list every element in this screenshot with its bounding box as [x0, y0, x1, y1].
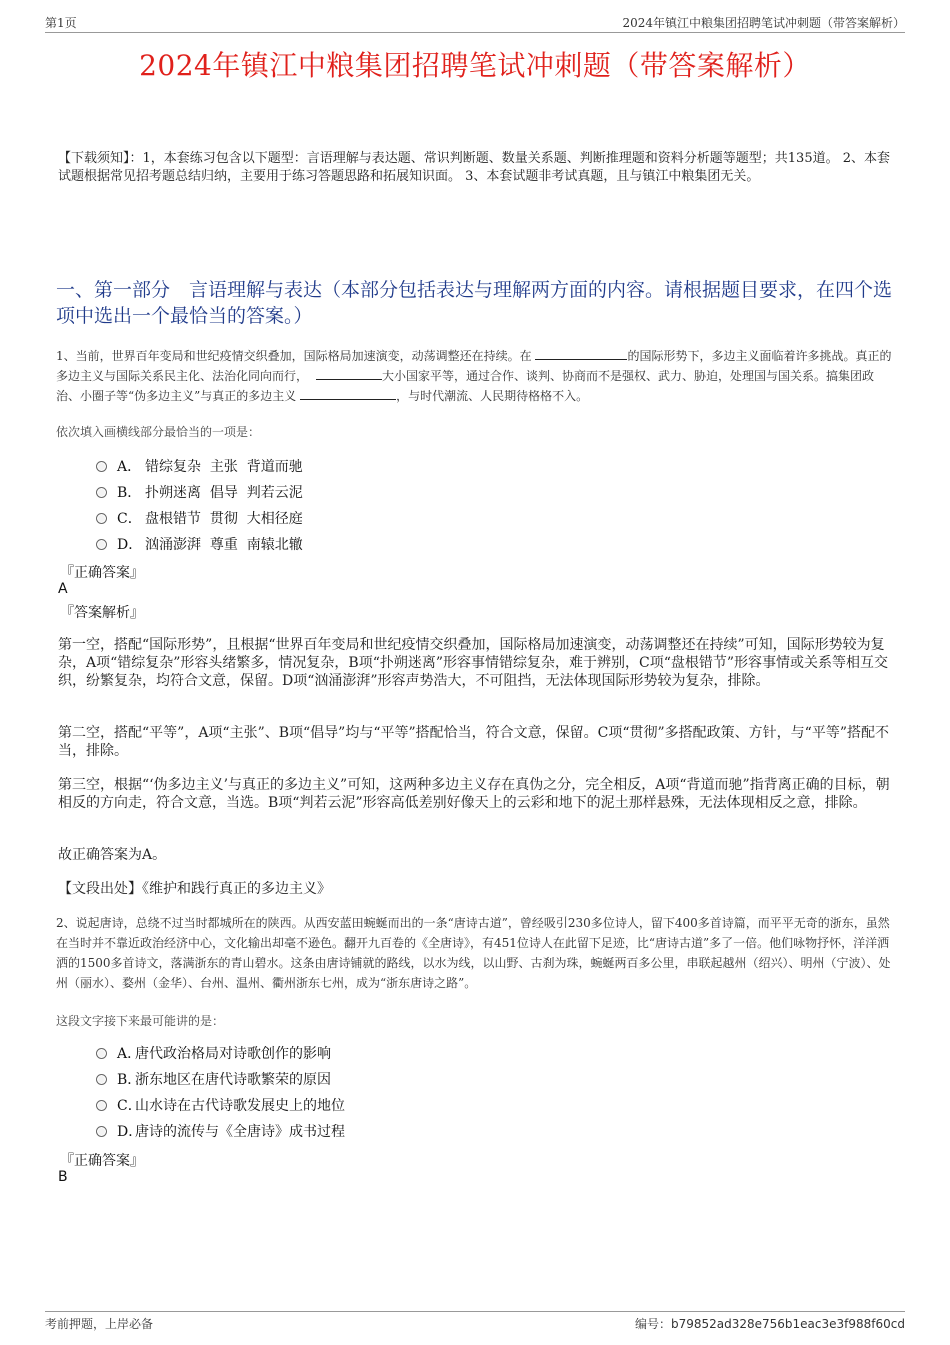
header-doc-title: 2024年镇江中粮集团招聘笔试冲刺题（带答案解析） — [622, 16, 905, 30]
question-2-prompt: 这段文字接下来最可能讲的是： — [56, 1014, 225, 1028]
option-text: 唐代政治格局对诗歌创作的影响 — [135, 1046, 331, 1062]
option-letter: B． — [117, 485, 142, 501]
radio-icon[interactable] — [96, 1048, 107, 1059]
page-header — [45, 14, 905, 33]
text-source: 【文段出处】《维护和践行真正的多边主义》 — [58, 881, 331, 897]
option-d[interactable] — [96, 1118, 345, 1144]
option-letter: A． — [117, 1046, 142, 1062]
analysis-conclusion: 故正确答案为A。 — [58, 847, 167, 863]
question-1-options — [96, 453, 303, 557]
radio-icon[interactable] — [96, 1100, 107, 1111]
option-letter: D． — [117, 1124, 143, 1140]
page-number: 第1页 — [45, 16, 77, 30]
option-c[interactable] — [96, 1092, 345, 1118]
correct-answer-label: 『正确答案』 — [60, 1153, 144, 1169]
radio-icon[interactable] — [96, 1126, 107, 1137]
fill-blank-1 — [535, 347, 627, 360]
option-text: 汹涌澎湃 尊重 南辕北辙 — [145, 537, 303, 553]
option-letter: A． — [117, 459, 142, 475]
radio-icon[interactable] — [96, 487, 107, 498]
footer-code: 编号：b79852ad328e756b1eac3e3f988f60cd — [634, 1317, 905, 1331]
page-footer — [45, 1311, 905, 1332]
radio-icon[interactable] — [96, 1074, 107, 1085]
question-1-text-part: 1、当前，世界百年变局和世纪疫情交织叠加，国际格局加速演变，动荡调整还在持续。在 — [56, 349, 536, 363]
question-1-text-part: 的国际形势下，多边主义面临着许多挑战。真正的多边主义与国际关系民主化、法治化同向而行， — [56, 349, 892, 383]
option-letter: C． — [117, 1098, 142, 1114]
analysis-paragraph-3: 第三空，根据“‘伪多边主义’与真正的多边主义”可知，这两种多边主义存在真伪之分，完全相反，A项“背道而驰”指背离正确的目标，朝相反的方向走，符合文意，当选。B项“判若云泥”形容高低差别好像天上的云彩和地下的泥土那样悬殊，无法体现相反之意，排除。 — [58, 777, 890, 811]
option-text: 浙东地区在唐代诗歌繁荣的原因 — [135, 1072, 331, 1088]
option-text: 盘根错节 贯彻 大相径庭 — [145, 511, 303, 527]
question-2-text: 2、说起唐诗，总绕不过当时都城所在的陕西。从西安蓝田蜿蜒而出的一条“唐诗古道”，曾经吸引230多位诗人，留下400多首诗篇，而平平无奇的浙东，虽然在当时并不靠近政治经济中心，文化输出却毫不逊色。翻开九百卷的《全唐诗》，有451位诗人在此留下足迹，比“唐诗古道”多了一倍。他们咏物抒怀，洋洋洒洒的1500多首诗文，落满浙东的青山碧水。这条由唐诗铺就的路线，以水为线，以山野、古刹为珠，蜿蜒两百多公里，串联起越州（绍兴）、明州（宁波）、处州（丽水）、婺州（金华）、台州、温州、衢州浙东七州，成为“浙东唐诗之路”。 — [56, 916, 891, 990]
option-b[interactable] — [96, 1066, 345, 1092]
question-1-text-part: 大小国家平等，通过合作、谈判、协商而不是强权、武力、胁迫，处理国与国关系。搞集团政治、小圈子等“伪多边主义”与真正的多边主义 — [56, 369, 875, 403]
analysis-paragraph-1: 第一空，搭配“国际形势”，且根据“世界百年变局和世纪疫情交织叠加，国际格局加速演变，动荡调整还在持续”可知，国际形势较为复杂，A项“错综复杂”形容头绪繁多，情况复杂，B项“扑朔迷离”形容事情错综复杂，难于辨别，C项“盘根错节”形容事情或关系等相互交织，纷繁复杂，均符合文意，保留。D项“汹涌澎湃”形容声势浩大，不可阻挡，无法体现国际形势较为复杂，排除。 — [58, 637, 889, 689]
option-text: 山水诗在古代诗歌发展史上的地位 — [135, 1098, 345, 1114]
analysis-paragraph-2: 第二空，搭配“平等”，A项“主张”、B项“倡导”均与“平等”搭配恰当，符合文意，保留。C项“贯彻”多搭配政策、方针，与“平等”搭配不当，排除。 — [58, 725, 889, 759]
correct-answer-label: 『正确答案』 — [60, 565, 144, 581]
radio-icon[interactable] — [96, 539, 107, 550]
fill-blank-3 — [300, 387, 396, 400]
footer-slogan: 考前押题，上岸必备 — [45, 1317, 154, 1331]
question-1-text-part: ，与时代潮流、人民期待格格不入。 — [396, 389, 589, 403]
option-a[interactable] — [96, 1040, 345, 1066]
option-text: 错综复杂 主张 背道而驰 — [145, 459, 303, 475]
correct-answer: A — [58, 581, 68, 597]
option-a[interactable] — [96, 453, 303, 479]
fill-blank-2 — [316, 367, 382, 380]
option-letter: D． — [117, 537, 143, 553]
radio-icon[interactable] — [96, 461, 107, 472]
correct-answer: B — [58, 1169, 68, 1185]
radio-icon[interactable] — [96, 513, 107, 524]
analysis-label: 『答案解析』 — [60, 605, 144, 621]
document-title: 2024年镇江中粮集团招聘笔试冲刺题（带答案解析） — [139, 49, 811, 82]
option-c[interactable] — [96, 505, 303, 531]
question-2-options — [96, 1040, 345, 1144]
question-1-prompt: 依次填入画横线部分最恰当的一项是： — [56, 425, 261, 439]
option-d[interactable] — [96, 531, 303, 557]
option-letter: B． — [117, 1072, 142, 1088]
download-notice: 【下载须知】：1，本套练习包含以下题型：言语理解与表达题、常识判断题、数量关系题、判断推理题和资料分析题等题型；共135道。 2、本套试题根据常见招考题总结归纳，主要用于练习答题思路和拓展知识面。 3、本套试题非考试真题，且与镇江中粮集团无关。 — [58, 151, 890, 184]
option-b[interactable] — [96, 479, 303, 505]
option-letter: C． — [117, 511, 142, 527]
option-text: 唐诗的流传与《全唐诗》成书过程 — [135, 1124, 345, 1140]
option-text: 扑朔迷离 倡导 判若云泥 — [145, 485, 303, 501]
question-1-text — [56, 346, 896, 406]
section-title: 一、第一部分 言语理解与表达（本部分包括表达与理解两方面的内容。请根据题目要求，在四个选项中选出一个最恰当的答案。） — [56, 279, 893, 327]
